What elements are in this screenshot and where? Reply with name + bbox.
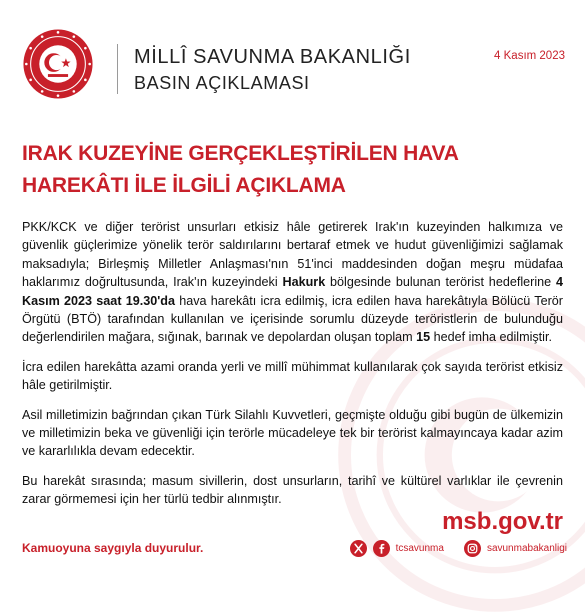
paragraph-3: Asil milletimizin bağrından çıkan Türk Silahlı Kuvvetleri, geçmişte olduğu gibi bugün de ülkemizin ve milletimizin beka ve güvenliği için terörle mücadeleye tek bir terörist kalmayıncaya kadar azim ve kararlılıkla devam edecektir. [22, 407, 563, 459]
p1-seg: hedef imha edilmiştir. [430, 330, 552, 345]
social-links [350, 540, 567, 557]
ministry-emblem-logo [22, 28, 94, 100]
paragraph-1 [22, 218, 563, 347]
header-divider [117, 44, 118, 94]
p1-seg: PKK/KCK ve diğer terörist unsurları etkisiz hâle getirerek Irak'ın kuzeyinden halkımıza ve güvenlik güçlerimize yönelik terör saldırılarını bertaraf etmek ve hudut güvenliğimizi sağlamak maksadıyla; Birleşmiş Milletler Anlaşması'nın 51'inci maddesinden doğan meşru müdafaa haklarımız doğrultusunda, Irak'ın kuzeyindeki [22, 220, 563, 290]
statement-body [22, 218, 563, 520]
p1-seg: bölgesinde bulunan terörist hedeflerine [325, 275, 556, 290]
p1-seg: hava harekâtı icra edilmiş, icra edilen hava harekâtıyla Bölücü Terör Örgütü (BTÖ) tarafından kullanılan ve içerisinde sorumlu düzeyde teröristlerin de bulunduğu değerlendirilen mağara, sığınak, barınak ve depolardan oluşan toplam [22, 293, 563, 345]
website-link[interactable]: msb.gov.tr [442, 508, 563, 535]
location-name: Hakurk [282, 275, 326, 290]
document-type: BASIN AÇIKLAMASI [134, 73, 310, 93]
release-date: 4 Kasım 2023 [494, 50, 565, 62]
instagram-handle[interactable]: savunmabakanligi [486, 543, 567, 554]
statement-title: IRAK KUZEYİNE GERÇEKLEŞTİRİLEN HAVA HAREKÂTI İLE İLGİLİ AÇIKLAMA [22, 142, 458, 197]
target-count: 15 [416, 330, 431, 345]
paragraph-2: İcra edilen harekâtta azami oranda yerli ve millî mühimmat kullanılarak çok sayıda terörist etkisiz hâle getirilmiştir. [22, 359, 563, 393]
twitter-handle[interactable]: tcsavunma [395, 543, 444, 554]
x-twitter-icon[interactable] [350, 540, 367, 557]
organization-name: MİLLÎ SAVUNMA BAKANLIĞI [134, 46, 411, 68]
facebook-icon[interactable] [373, 540, 390, 557]
closing-line: Kamuoyuna saygıyla duyurulur. [22, 541, 204, 555]
paragraph-4: Bu harekât sırasında; masum sivillerin, dost unsurların, tarihî ve kültürel varlıklar ile çevrenin zarar görmemesi için her türlü tedbir alınmıştır. [22, 473, 563, 507]
instagram-icon[interactable] [464, 540, 481, 557]
header [22, 28, 567, 110]
operation-datetime: 4 Kasım 2023 saat 19.30'da [22, 275, 563, 308]
